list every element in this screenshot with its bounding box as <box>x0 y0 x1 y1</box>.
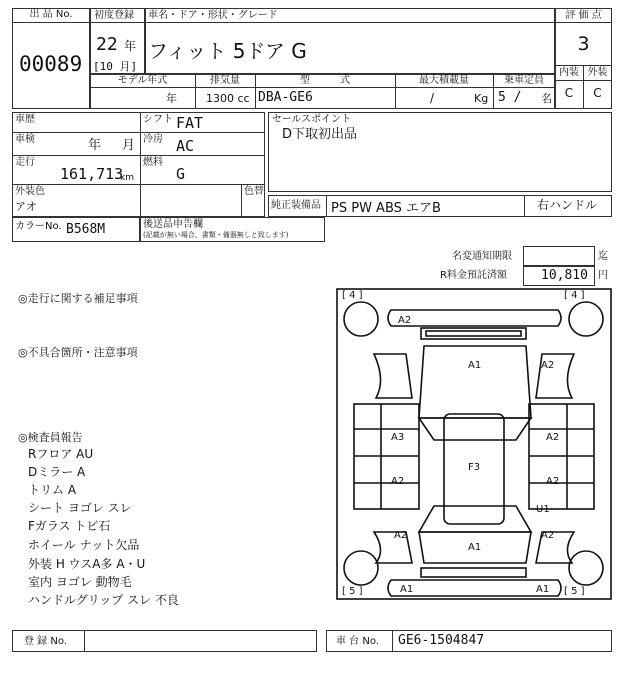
spec-row-divider <box>90 87 555 88</box>
inspector-report-title: ◎検査員報告 <box>18 431 83 444</box>
equipment-label: 純正装備品 <box>271 200 321 211</box>
mark-right-quarter: U1 <box>536 504 550 515</box>
front-grille <box>421 328 526 339</box>
mark-roof: F3 <box>468 462 481 473</box>
inspection-month: 月 <box>122 138 136 153</box>
notice-box <box>523 246 595 266</box>
inspector-item: 室内 ヨゴレ 動物毛 <box>28 575 132 589</box>
tire-tread-front-right: [ 4 ] <box>564 290 585 301</box>
recycle-amount: 10,810 <box>541 268 588 283</box>
hood <box>419 346 531 418</box>
model-year-label: モデル年式 <box>117 75 168 86</box>
lot-label-divider <box>12 22 90 23</box>
car-name-label: 車名・ドア・形状・グレード <box>148 10 278 21</box>
recycle-unit: 円 <box>598 270 608 281</box>
mark-hood: A1 <box>468 360 482 371</box>
type-label: 型 式 <box>300 75 350 86</box>
sales-point: D下取初出品 <box>282 127 358 142</box>
inspector-item: シート ヨゴレ スレ <box>28 501 132 515</box>
rear-window <box>419 506 531 532</box>
history-label: 車歴 <box>15 114 35 125</box>
interior-exterior-divider-2 <box>555 80 612 81</box>
inspector-item: Dミラー A <box>28 465 86 479</box>
chassis-label: 車 台 No. <box>336 636 379 647</box>
reg-no-vline <box>84 630 85 652</box>
inspector-item: ホイール ナット欠品 <box>28 538 140 552</box>
max-load-label: 最大積載量 <box>419 75 469 86</box>
equip-vline-1 <box>326 195 327 217</box>
shift-label: シフト <box>143 114 173 125</box>
tire-front-right <box>569 302 603 336</box>
handle-side: 右ハンドル <box>537 198 598 212</box>
driving-notes-title: ◎走行に関する補足事項 <box>18 292 138 305</box>
lot-label: 出 品 No. <box>29 9 73 20</box>
capacity-unit: 名 <box>541 92 552 105</box>
inspector-item: トリム A <box>28 483 77 497</box>
mark-right-front-door: A2 <box>546 432 560 443</box>
post-doc-label: 後送品申告欄 <box>143 219 203 230</box>
color-change-label: 色替 <box>244 186 264 197</box>
front-bumper <box>388 310 561 326</box>
ac-label: 冷房 <box>143 134 163 145</box>
car-name: フィット 5ドア G <box>148 39 307 63</box>
mark-left-front-door: A3 <box>391 432 405 443</box>
exterior-grade: C <box>593 86 602 100</box>
windshield <box>419 418 531 440</box>
mark-left-rear-door: A2 <box>391 476 405 487</box>
tire-tread-front-left: [ 4 ] <box>342 290 363 301</box>
interior-grade: C <box>564 86 574 100</box>
mark-right-rear-fender: A2 <box>541 530 555 541</box>
inspection-year: 年 <box>88 138 102 153</box>
defects-title: ◎不具合箇所・注意事項 <box>18 346 138 359</box>
exterior-label: 外装 <box>587 67 608 78</box>
color-change-vline <box>241 184 242 217</box>
tire-tread-rear-left: [ 5 ] <box>342 586 363 597</box>
first-reg-label: 初度登録 <box>94 10 134 21</box>
color-no-label: カラーNo. <box>15 221 62 232</box>
grade-divider <box>555 22 612 23</box>
tire-rear-left <box>344 551 378 585</box>
first-reg-month: [10 月] <box>93 60 138 73</box>
tire-front-left <box>344 302 378 336</box>
info-hline-1 <box>12 132 265 133</box>
inspector-item: Rフロア AU <box>28 447 94 461</box>
recycle-label: R料金預託済額 <box>440 270 507 281</box>
grade-label: 評 価 点 <box>565 10 602 21</box>
fuel-label: 燃料 <box>143 157 163 168</box>
mark-front-right-fender: A2 <box>541 360 555 371</box>
inspector-item: ハンドルグリップ スレ 不良 <box>28 593 179 607</box>
mark-front-bumper: A2 <box>398 315 412 326</box>
chassis-vline <box>392 630 393 652</box>
mark-rear-bumper-left: A1 <box>400 584 414 595</box>
front-left-fender <box>374 354 412 398</box>
mark-back-door: A1 <box>468 542 482 553</box>
notice-label: 名変通知期限 <box>452 251 512 262</box>
sales-point-label: セールスポイント <box>272 114 352 125</box>
first-reg-year: 22 <box>96 34 118 55</box>
equip-vline-2 <box>524 195 525 217</box>
lot-number: 00089 <box>19 52 83 76</box>
notice-suffix: 迄 <box>598 251 608 262</box>
inspector-item: Fガラス トビ石 <box>28 519 111 533</box>
info-box-left <box>12 112 265 217</box>
max-load-unit: Kg <box>474 92 489 105</box>
color-value: アオ <box>15 200 37 213</box>
displacement-label: 排気量 <box>210 75 240 86</box>
overall-grade: 3 <box>577 33 590 55</box>
first-reg-year-suffix: 年 <box>124 39 137 53</box>
inspector-item: 外装 H ウスA多 A・U <box>28 557 146 571</box>
model-type: DBA-GE6 <box>258 90 313 105</box>
mark-right-rear-door: A2 <box>546 476 560 487</box>
displacement: 1300 cc <box>206 92 250 105</box>
model-year-suffix: 年 <box>166 92 177 105</box>
capacity-label: 乗車定員 <box>504 75 544 86</box>
info-hline-2 <box>12 155 265 156</box>
color-no: B568M <box>66 222 106 237</box>
tire-tread-rear-right: [ 5 ] <box>564 586 585 597</box>
fuel-value: G <box>176 165 186 183</box>
ac-value: AC <box>176 137 195 155</box>
mark-rear-bumper-right: A1 <box>536 584 550 595</box>
tire-rear-right <box>569 551 603 585</box>
mileage-unit: km <box>120 173 134 183</box>
reg-no-label: 登 録 No. <box>24 636 67 647</box>
info-hline-3 <box>12 184 265 185</box>
interior-label: 内装 <box>559 67 579 78</box>
car-damage-diagram <box>336 288 612 600</box>
max-load: / <box>430 91 435 105</box>
mileage-value: 161,713 <box>60 165 124 183</box>
post-doc-note: (記載が無い場合、書類・備器無しと致します) <box>143 231 289 239</box>
shift-value: FAT <box>176 114 204 132</box>
info-vline <box>140 112 141 217</box>
equipment: PS PW ABS エアB <box>331 201 441 216</box>
inspection-label: 車検 <box>15 134 35 145</box>
chassis-number: GE6-1504847 <box>398 633 485 648</box>
mark-left-rear-fender: A2 <box>394 530 408 541</box>
capacity: 5 / <box>498 90 522 105</box>
mileage-label: 走行 <box>15 157 35 168</box>
color-label: 外装色 <box>15 186 45 197</box>
